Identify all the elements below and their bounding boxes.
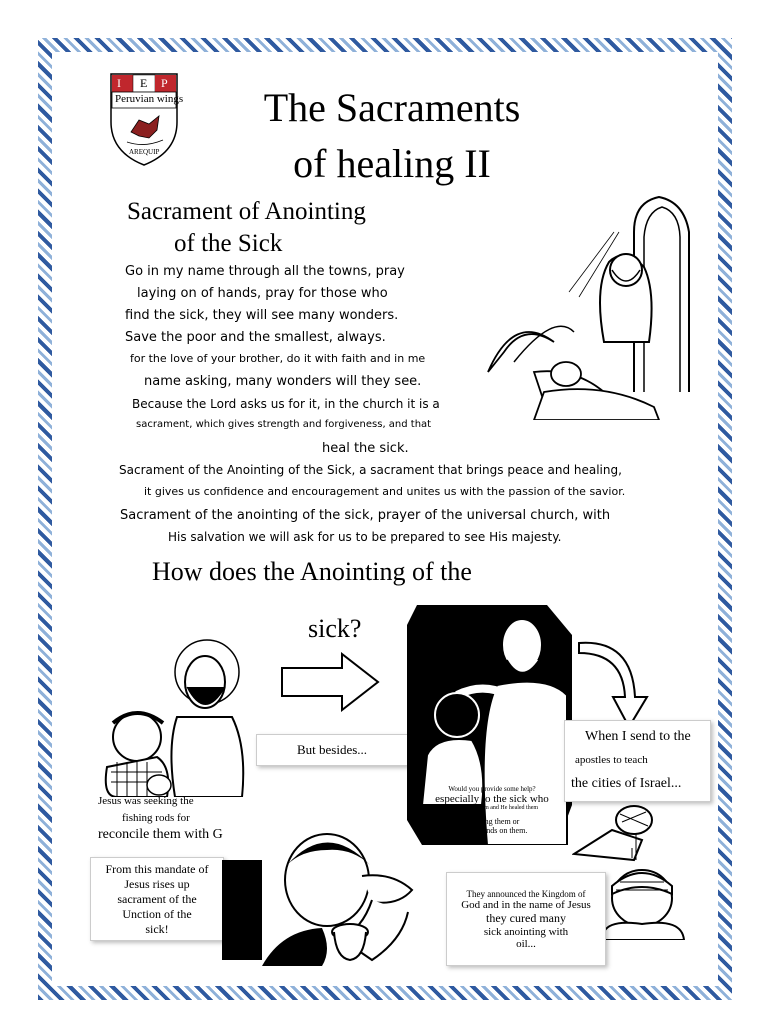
- when-line-3: the cities of Israel...: [571, 776, 682, 791]
- body-line: sacrament, which gives strength and forgiveness, and that: [136, 419, 432, 430]
- question-title-line-2: sick?: [308, 614, 362, 643]
- jesus-healing-illustration: [484, 192, 696, 420]
- announced-line-4: sick anointing with: [483, 926, 569, 938]
- announced-line-3: they cured many: [486, 911, 566, 925]
- title-line-1: The Sacraments: [263, 85, 521, 130]
- would-line-2: especially to the sick who: [435, 793, 549, 805]
- question-title-line-1: How does the Anointing of the: [152, 557, 472, 586]
- logo-letter-e: E: [140, 76, 148, 90]
- body-line: name asking, many wonders will they see.: [144, 374, 422, 389]
- page-title: [232, 80, 552, 192]
- mandate-box: [90, 857, 224, 941]
- announced-line-2: God and in the name of Jesus: [461, 899, 591, 911]
- section-title-line-1: Sacrament of Anointing: [127, 198, 366, 225]
- mandate-line-5: sick!: [145, 922, 169, 936]
- when-line-2: apostles to teach: [575, 754, 648, 766]
- body-line: Sacrament of the anointing of the sick, prayer of the universal church, with: [120, 508, 611, 523]
- body-line: find the sick, they will see many wonders.: [125, 308, 399, 323]
- mandate-line-1: From this mandate of: [105, 862, 209, 876]
- title-line-2: of healing II: [293, 141, 491, 186]
- prayer-illustration: [222, 820, 442, 966]
- body-line: Because the Lord asks us for it, in the church it is a: [132, 397, 440, 411]
- curved-arrow-icon: [577, 637, 652, 732]
- worksheet-page: [52, 52, 718, 986]
- body-line: it gives us confidence and encouragement and unites us with the passion of the savior.: [144, 485, 626, 498]
- body-line: Sacrament of the Anointing of the Sick, a sacrament that brings peace and healing,: [119, 463, 622, 477]
- logo-city: AREQUIP: [129, 148, 160, 156]
- logo-name: Peruvian wings: [115, 93, 184, 105]
- would-line-1: Would you provide some help?: [448, 785, 536, 793]
- but-besides-text: But besides...: [296, 742, 368, 757]
- body-line: Save the poor and the smallest, always.: [125, 330, 386, 345]
- section-title-line-2: of the Sick: [174, 230, 283, 257]
- seeking-line-1: Jesus was seeking the: [98, 795, 194, 807]
- body-line: laying on of hands, pray for those who: [137, 286, 388, 301]
- logo-letter-i: I: [117, 76, 121, 90]
- body-line: for the love of your brother, do it with faith and in me: [130, 352, 426, 365]
- would-line-5: laying hands on them.: [456, 826, 528, 835]
- jesus-fisherman-illustration: [97, 627, 247, 797]
- but-besides-box: [256, 734, 408, 766]
- seeking-line-2: fishing rods for: [122, 812, 190, 824]
- logo-letter-p: P: [161, 76, 168, 90]
- arrow-right-icon: [280, 652, 380, 712]
- mandate-line-2: Jesus rises up: [124, 877, 190, 891]
- mandate-line-4: Unction of the: [122, 907, 192, 921]
- seeking-line-3: reconcile them with G: [98, 827, 223, 842]
- body-line: heal the sick.: [322, 441, 409, 456]
- announced-line-1: They announced the Kingdom of: [466, 889, 586, 899]
- announced-box: [446, 872, 606, 966]
- would-you-caption: [432, 785, 552, 835]
- body-line: Go in my name through all the towns, pray: [125, 264, 405, 279]
- school-logo: [109, 72, 184, 167]
- when-line-1: When I send to the: [585, 729, 691, 744]
- would-line-4: touching them or: [464, 817, 520, 826]
- mandate-line-3: sacrament of the: [117, 892, 197, 906]
- announced-line-5: oil...: [516, 938, 536, 950]
- would-line-3: they came to Him and He healed them: [445, 805, 539, 811]
- body-line: His salvation we will ask for us to be prepared to see His majesty.: [168, 530, 562, 544]
